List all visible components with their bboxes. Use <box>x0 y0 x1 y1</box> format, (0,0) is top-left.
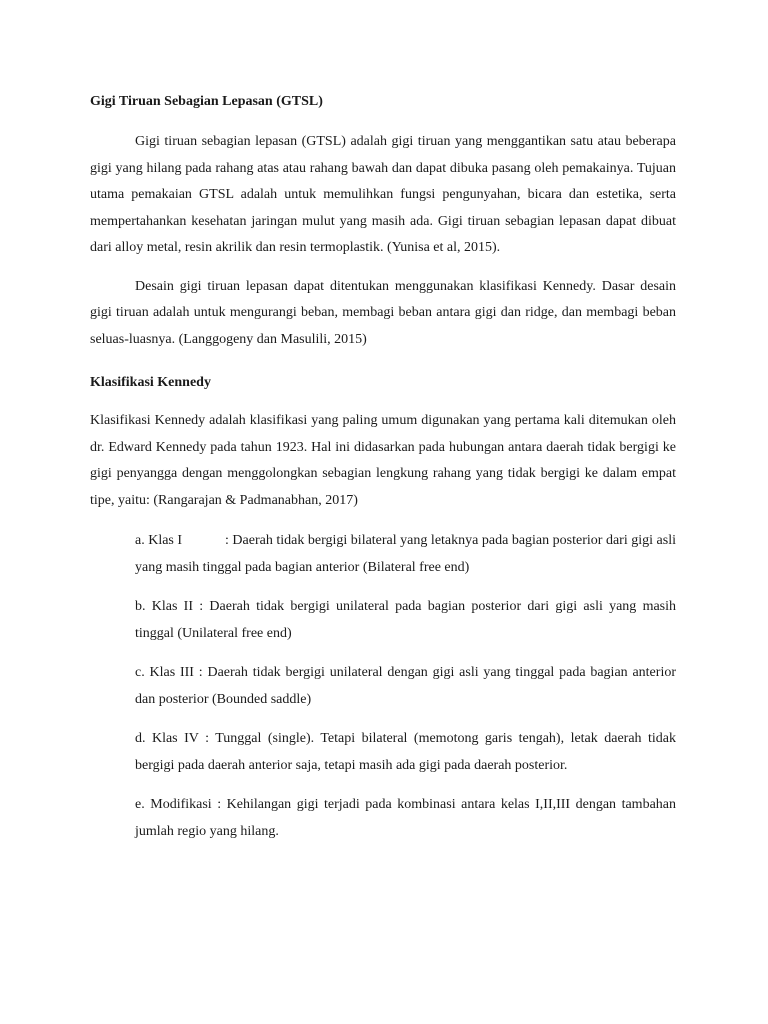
paragraph-gtsl-definition: Gigi tiruan sebagian lepasan (GTSL) adalah gigi tiruan yang menggantikan satu atau beberapa gigi yang hilang pada rahang atas atau rahang bawah dan dapat dibuka pasang oleh pemakainya. Tujuan utama pemakaian GTSL adalah untuk memulihkan fungsi pengunyahan, bicara dan estetika, serta mempertahankan kesehatan jaringan mulut yang masih ada. Gigi tiruan sebagian lepasan dapat dibuat dari alloy metal, resin akrilik dan resin termoplastik. (Yunisa et al, 2015). <box>90 134 676 255</box>
list-item-klas-2 <box>135 594 676 647</box>
list-item-klas-4 <box>135 726 676 779</box>
document-body <box>90 92 676 845</box>
list-item-label: b. Klas II <box>135 599 193 614</box>
list-item-text: : Tunggal (single). Tetapi bilateral (memotong garis tengah), letak daerah tidak bergigi pada daerah anterior saja, tetapi masih ada gigi pada daerah posterior. <box>135 731 677 773</box>
list-item-text: : Daerah tidak bergigi unilateral dengan gigi asli yang tinggal pada bagian anterior dan posterior (Bounded saddle) <box>135 665 676 707</box>
list-item-text: : Daerah tidak bergigi unilateral pada bagian posterior dari gigi asli yang masih tinggal (Unilateral free end) <box>135 599 677 641</box>
list-item-label: d. Klas IV <box>135 731 199 746</box>
list-item-text: : Kehilangan gigi terjadi pada kombinasi antara kelas I,II,III dengan tambahan jumlah regio yang hilang. <box>135 797 677 839</box>
list-item-modifikasi <box>135 792 676 845</box>
paragraph-kennedy-design: Desain gigi tiruan lepasan dapat ditentukan menggunakan klasifikasi Kennedy. Dasar desain gigi tiruan adalah untuk mengurangi beban, membagi beban antara gigi dan ridge, dan membagi beban seluas-luasnya. (Langgogeny dan Masulili, 2015) <box>90 278 676 347</box>
list-item-label: c. Klas III <box>135 665 194 680</box>
paragraph-kennedy-intro: Klasifikasi Kennedy adalah klasifikasi yang paling umum digunakan yang pertama kali ditemukan oleh dr. Edward Kennedy pada tahun 1923. Hal ini didasarkan pada hubungan antara daerah tidak bergigi ke gigi penyangga dengan menggolongkan sebagian lengkung rahang yang tidak bergigi ke dalam empat tipe, yaitu: (Rangarajan & Padmanabhan, 2017) <box>90 413 676 508</box>
list-item-klas-1 <box>135 528 676 581</box>
section-heading-gtsl: Gigi Tiruan Sebagian Lepasan (GTSL) <box>90 94 323 109</box>
kennedy-class-list <box>135 528 676 845</box>
list-item-text: : Daerah tidak bergigi bilateral yang letaknya pada bagian posterior dari gigi asli yang masih tinggal pada bagian anterior (Bilateral free end) <box>135 533 676 575</box>
section-heading-kennedy: Klasifikasi Kennedy <box>90 375 211 390</box>
list-item-label: a. Klas I <box>135 533 183 548</box>
list-item-klas-3 <box>135 660 676 713</box>
list-item-label: e. Modifikasi <box>135 797 212 812</box>
